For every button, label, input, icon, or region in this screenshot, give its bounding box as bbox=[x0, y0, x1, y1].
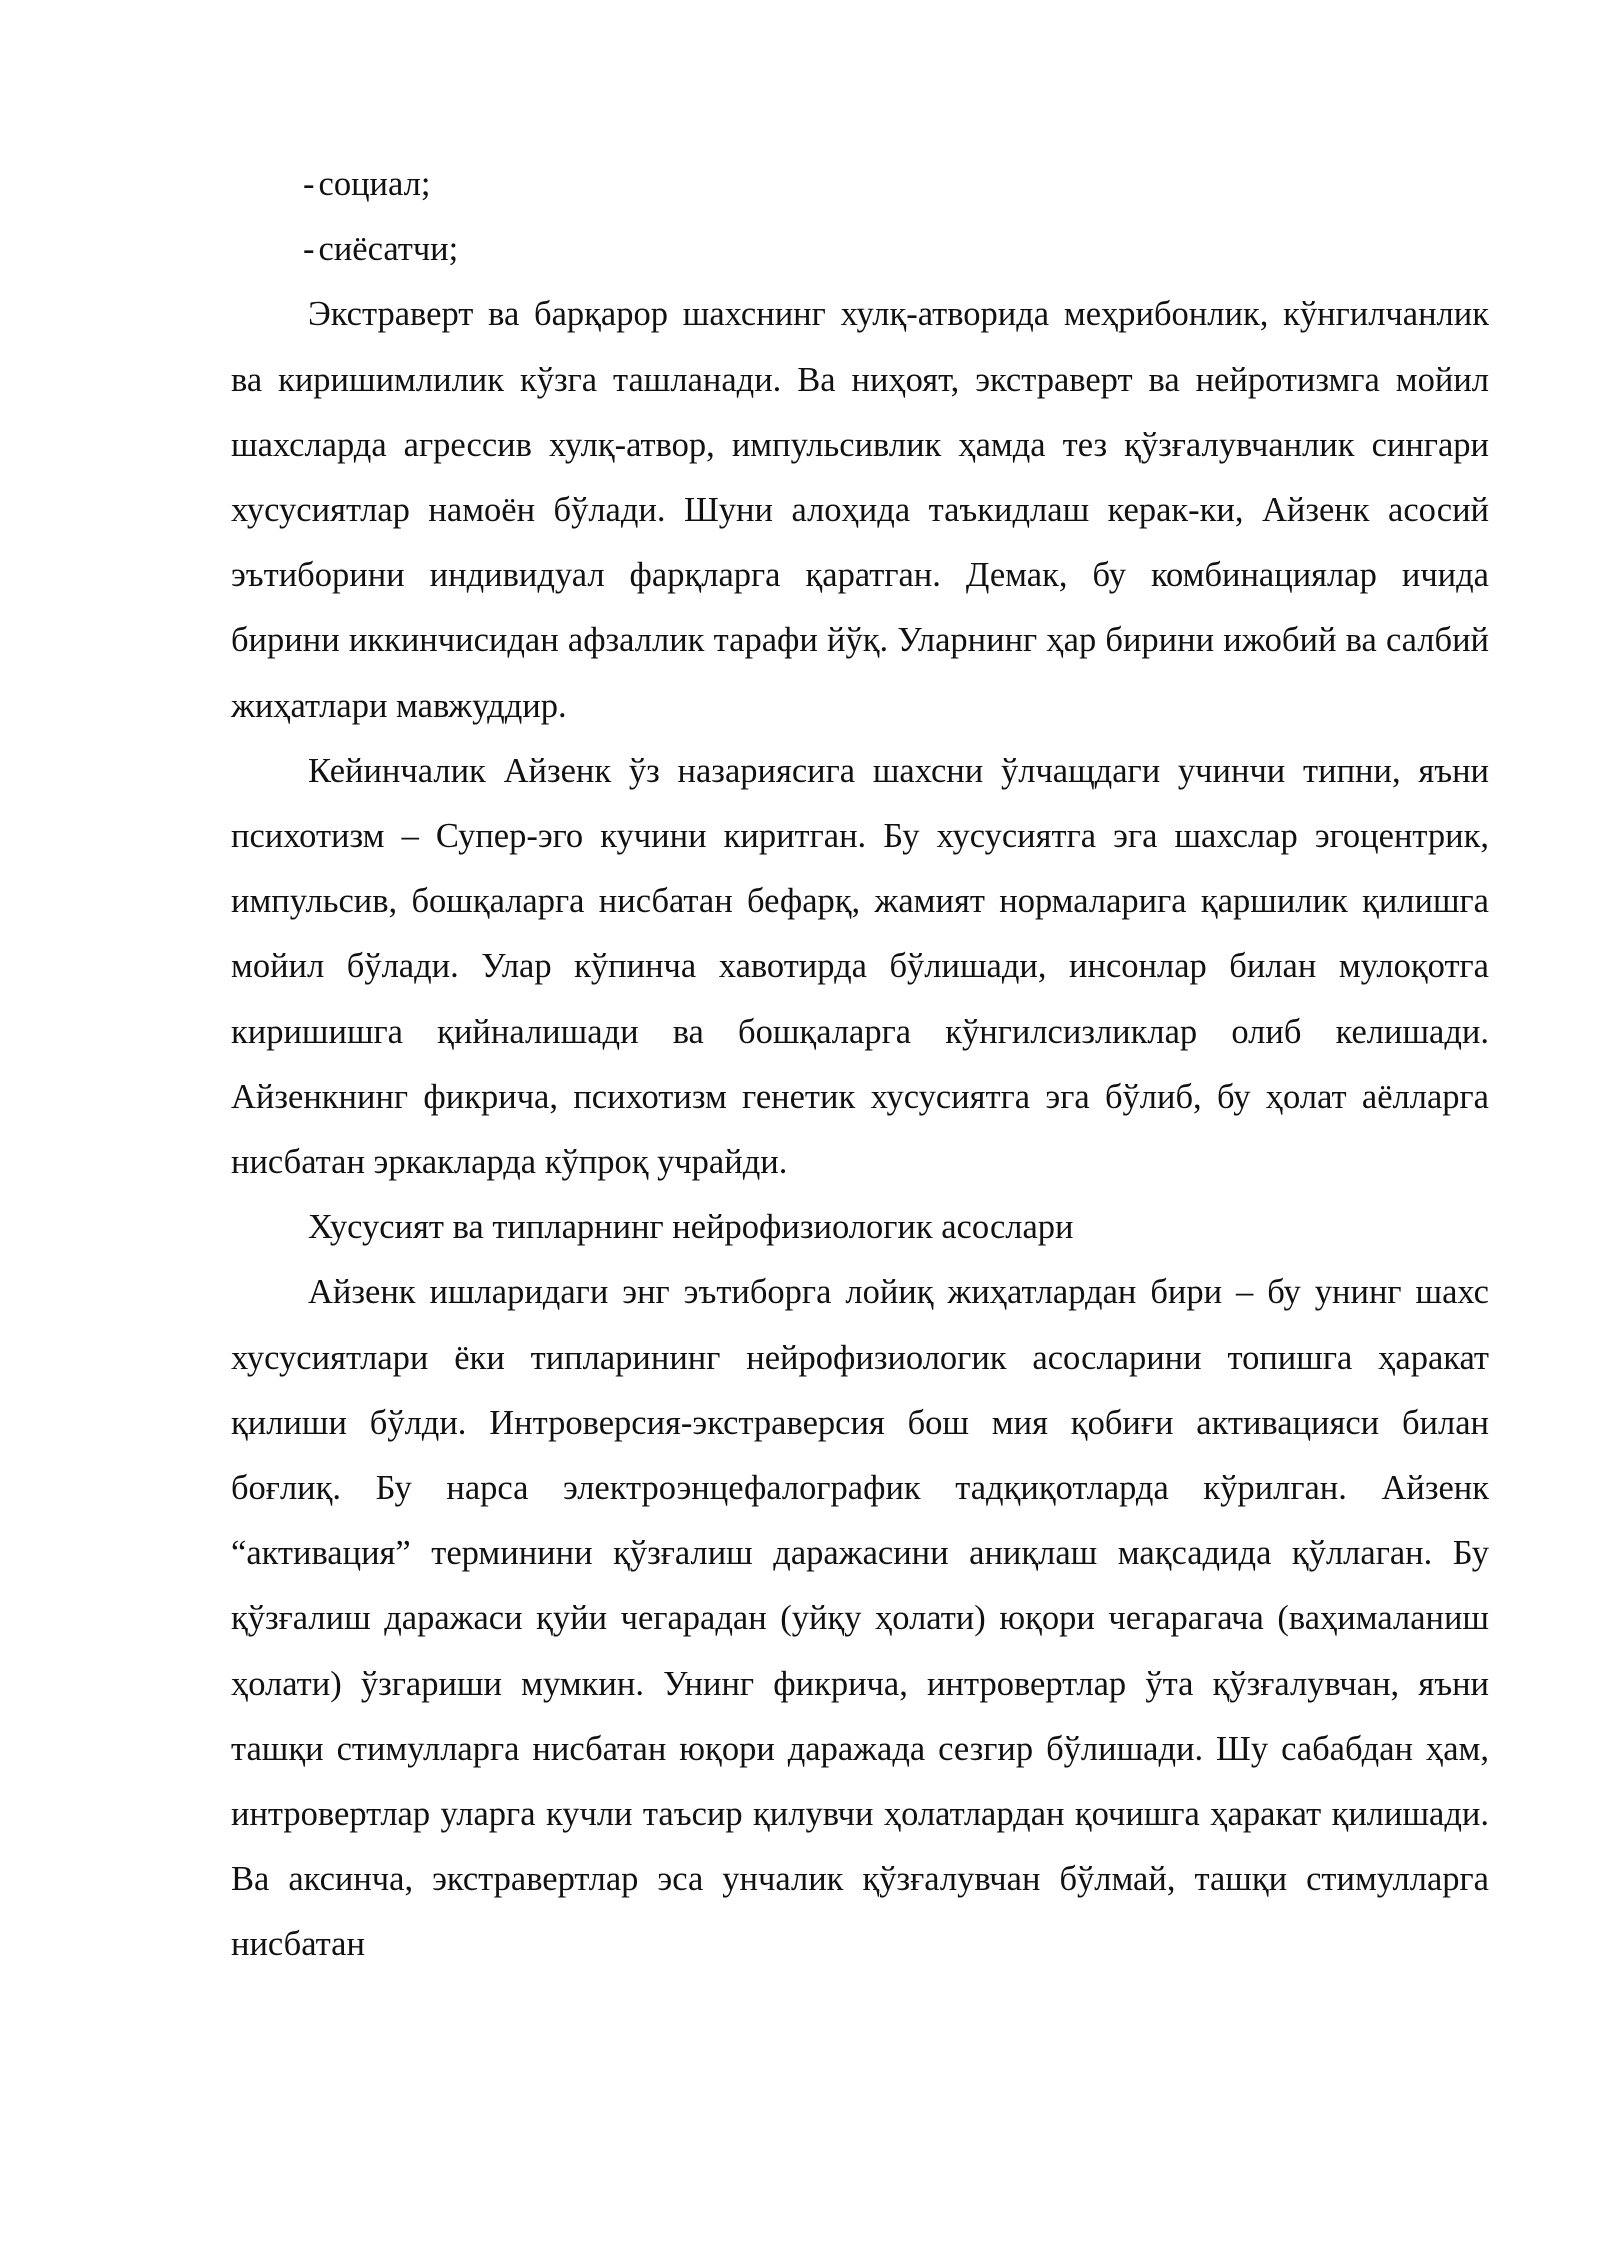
bullet-item-social bbox=[231, 152, 1489, 217]
section-heading: Хусусият ва типларнинг нейрофизиологик асослари bbox=[308, 1208, 1074, 1247]
bullet-dash: - bbox=[303, 165, 315, 203]
bullet-text: сиёсатчи; bbox=[318, 230, 459, 269]
bullet-text: социал; bbox=[318, 165, 431, 203]
bullet-dash: - bbox=[303, 230, 315, 269]
paragraph-neurophysiology: Айзенк ишларидаги энг эътиборга лойиқ жиҳатлардан бири – бу унинг шахс хусусиятлари ёки типларининг нейрофизиологик асосларини топишга ҳаракат қилиши бўлди. Интроверсия-экстраверсия бош мия қобиғи активацияси билан боғлиқ. Бу нарса электроэнцефалографик тадқиқотларда кўрилган. Айзенк “активация” терминини қўзғалиш даражасини аниқлаш мақсадида қўллаган. Бу қўзғалиш даражаси қуйи чегарадан (уйқу ҳолати) юқори чегарагача (ваҳималаниш ҳолати) ўзгариши мумкин. Унинг фикрича, интровертлар ўта қўзғалувчан, яъни ташқи стимулларга нисбатан юқори даражада сезгир бўлишади. Шу сабабдан ҳам, интровертлар уларга кучли таъсир қилувчи ҳолатлардан қочишга ҳаракат қилишади. Ва аксинча, экстравертлар эса унчалик қўзғалувчан бўлмай, ташқи стимулларга нисбатан bbox=[231, 1273, 1489, 1964]
paragraph-psychoticism: Кейинчалик Айзенк ўз назариясига шахсни ўлчащдаги учинчи типни, яъни психотизм – Супер-эго кучини киритган. Бу хусусиятга эга шахслар эгоцентрик, импульсив, бошқаларга нисбатан бефарқ, жамият нормаларига қаршилик қилишга мойил бўлади. Улар кўпинча хавотирда бўлишади, инсонлар билан мулоқотга киришишга қийналишади ва бошқаларга кўнгилсизликлар олиб келишади. Айзенкнинг фикрича, психотизм генетик хусусиятга эга бўлиб, бу ҳолат аёлларга нисбатан эркакларда кўпроқ учрайди. bbox=[231, 751, 1489, 1182]
paragraph-extravert-stable: Экстраверт ва барқарор шахснинг хулқ-атворида меҳрибонлик, кўнгилчанлик ва киришимлилик кўзга ташланади. Ва ниҳоят, экстраверт ва нейротизмга мойил шахсларда агрессив хулқ-атвор, импульсивлик ҳамда тез қўзғалувчанлик сингари хусусиятлар намоён бўлади. Шуни алоҳида таъкидлаш керак-ки, Айзенк асосий эътиборини индивидуал фарқларга қаратган. Демак, бу комбинациялар ичида бирини иккинчисидан афзаллик тарафи йўқ. Уларнинг ҳар бирини ижобий ва салбий жиҳатлари мавжуддир. bbox=[231, 295, 1489, 725]
bullet-item-politician bbox=[231, 217, 1489, 282]
document-body bbox=[231, 152, 1489, 1978]
